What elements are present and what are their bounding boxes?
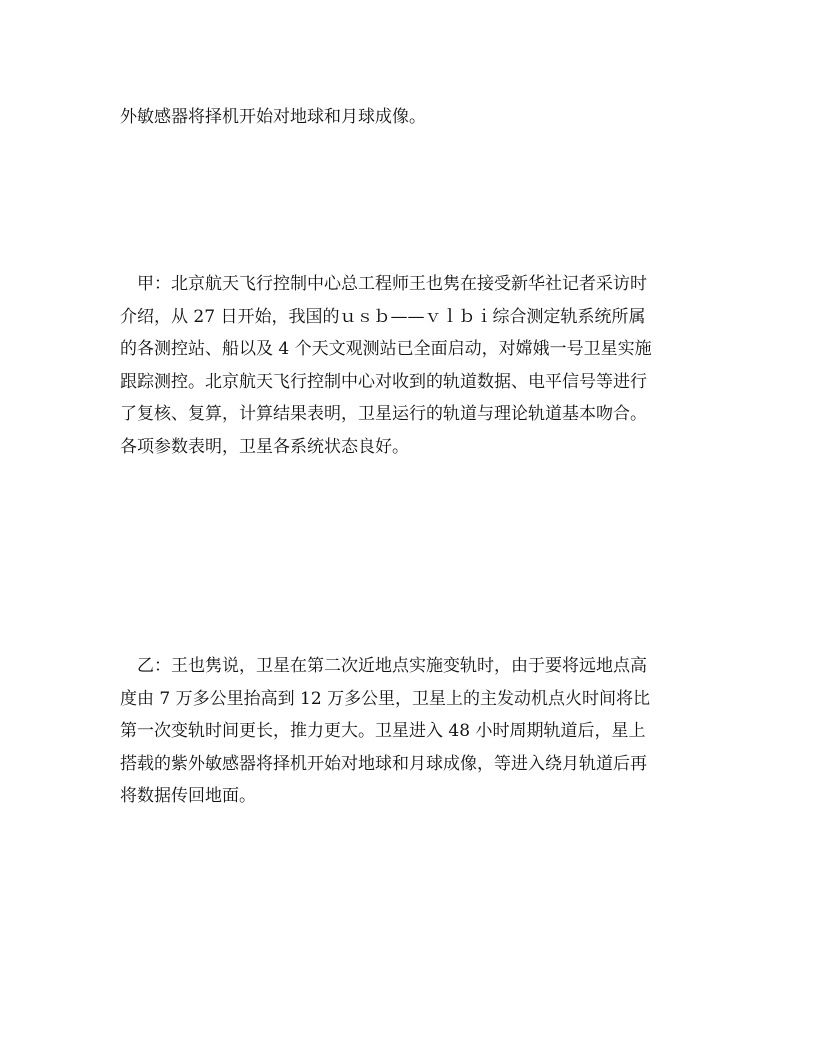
- text-line: 第一次变轨时间更长，推力更大。卫星进入 48 小时周期轨道后，星上: [120, 721, 646, 742]
- paragraph-jia: [120, 268, 700, 464]
- text-line: 的各测控站、船以及 4 个天文观测站已全面启动，对嫦娥一号卫星实施: [120, 339, 652, 360]
- paragraph-fragment: [120, 101, 700, 134]
- text-line: 乙：王也隽说，卫星在第二次近地点实施变轨时，由于要将远地点高: [120, 656, 647, 676]
- text-line: 外敏感器将择机开始对地球和月球成像。: [120, 107, 426, 127]
- text-line: 度由 7 万多公里抬高到 12 万多公里，卫星上的主发动机点火时间将比: [120, 688, 651, 709]
- paragraph-yi: [120, 650, 700, 813]
- text-line: 跟踪测控。北京航天飞行控制中心对收到的轨道数据、电平信号等进行: [120, 371, 647, 392]
- text-line: 甲：北京航天飞行控制中心总工程师王也隽在接受新华社记者采访时: [120, 274, 647, 294]
- text-line: 将数据传回地面。: [120, 786, 256, 807]
- text-line: 介绍，从 27 日开始，我国的ｕｓｂ——ｖｌｂｉ综合测定轨系统所属: [120, 306, 646, 327]
- text-line: 搭载的紫外敏感器将择机开始对地球和月球成像，等进入绕月轨道后再: [120, 753, 647, 774]
- text-line: 了复核、复算，计算结果表明，卫星运行的轨道与理论轨道基本吻合。: [120, 404, 647, 425]
- text-line: 各项参数表明，卫星各系统状态良好。: [120, 436, 409, 457]
